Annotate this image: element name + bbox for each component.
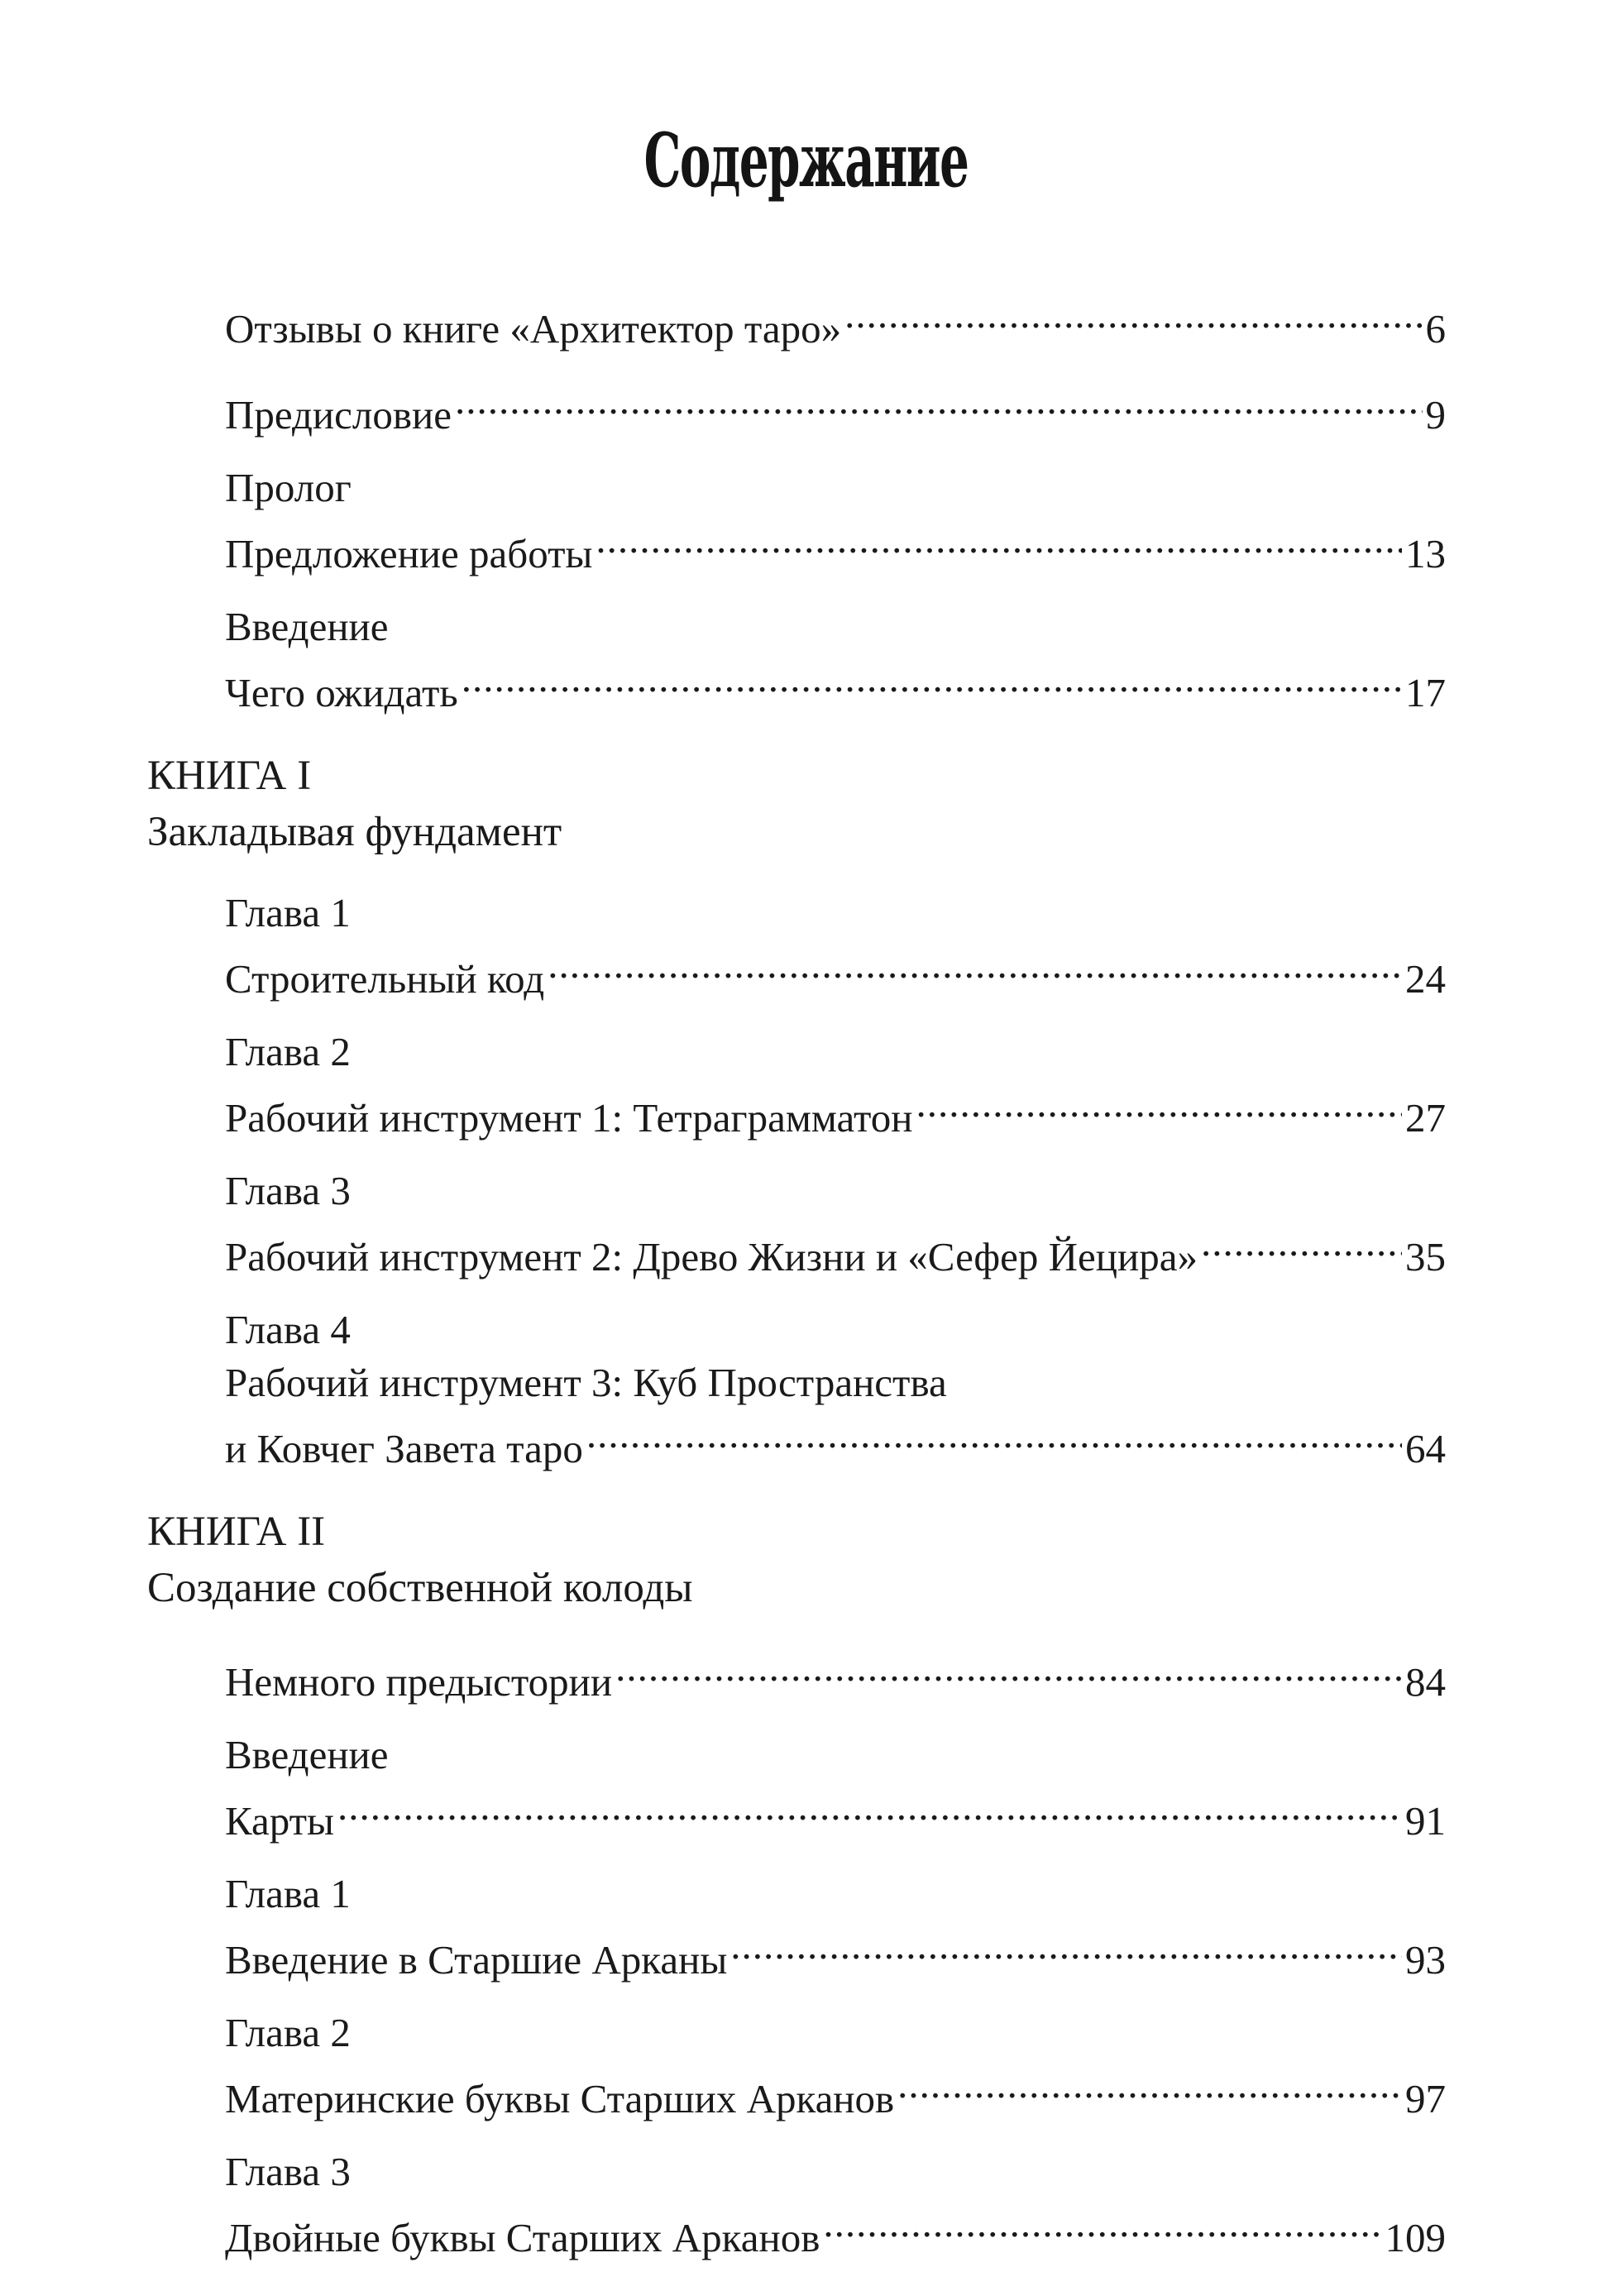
toc-entry-backstory[interactable]: [225, 1643, 1446, 1709]
toc-row: [225, 653, 1446, 720]
book-title: Закладывая фундамент: [147, 809, 562, 855]
dot-leader: [548, 940, 1402, 993]
toc-page-number: 13: [1405, 531, 1446, 576]
toc-page-number: 97: [1405, 2076, 1446, 2121]
dot-leader: [823, 2198, 1381, 2251]
book-heading-1: [147, 748, 1612, 860]
toc-entry-title: Материнские буквы Старших Арканов: [225, 2076, 895, 2121]
dot-leader: [916, 1079, 1403, 1131]
toc-entry-chapter[interactable]: [225, 887, 1446, 1006]
toc-row: [225, 1217, 1446, 1284]
book-heading-2: [147, 1504, 1612, 1616]
toc-page-number: 24: [1405, 956, 1446, 1002]
toc-row: [225, 1643, 1446, 1709]
toc-entry-title: Чего ожидать: [225, 670, 458, 715]
toc-page-number: 9: [1425, 392, 1446, 438]
toc-page-number: 17: [1405, 670, 1446, 715]
toc-row: [225, 1782, 1446, 1848]
page-title: Содержание: [643, 117, 969, 204]
toc-entry-heading: Пролог: [225, 465, 352, 510]
dot-leader: [730, 1921, 1402, 1973]
book-title: Создание собственной колоды: [147, 1565, 693, 1611]
toc-entry-title: Строительный код: [225, 956, 545, 1002]
toc-row: [225, 2059, 1446, 2126]
toc-entry-heading: Введение: [225, 604, 389, 649]
toc-entry-title: Карты: [225, 1798, 334, 1844]
toc-entry-heading: Введение: [225, 1732, 389, 1777]
toc-entry-prologue[interactable]: [225, 462, 1446, 581]
toc-entry-heading: Глава 2: [225, 1029, 351, 1074]
toc-entry-chapter[interactable]: [225, 2007, 1446, 2126]
toc-entry-title: Рабочий инструмент 1: Тетраграмматон: [225, 1095, 913, 1141]
toc-entry-heading: Глава 2: [225, 2010, 351, 2055]
toc-entry-heading: Глава 3: [225, 2149, 351, 2194]
toc-entry-heading: Глава 1: [225, 890, 351, 935]
book-label: КНИГА I: [147, 753, 312, 799]
toc-entry-chapter[interactable]: [225, 1026, 1446, 1145]
toc-page-number: 93: [1405, 1937, 1446, 1983]
dot-leader: [455, 375, 1423, 428]
toc-entry-chapter[interactable]: [225, 2145, 1446, 2265]
toc-row: [225, 1409, 1446, 1476]
book-label: КНИГА II: [147, 1509, 326, 1555]
toc-entry-chapter[interactable]: [225, 1165, 1446, 1284]
toc-entry-heading: Глава 1: [225, 1871, 351, 1916]
toc-page-number: 27: [1405, 1095, 1446, 1141]
dot-leader: [1201, 1217, 1402, 1270]
dot-leader: [897, 2059, 1402, 2112]
toc-entry-heading: Глава 4: [225, 1307, 351, 1352]
toc-row: [225, 2198, 1446, 2265]
toc-row: [225, 514, 1446, 581]
toc-page-number: 6: [1425, 306, 1446, 352]
toc-entry-title: Предложение работы: [225, 531, 593, 576]
toc-entry-title: Рабочий инструмент 2: Древо Жизни и «Сефер Йецира»: [225, 1234, 1198, 1280]
dot-leader: [844, 289, 1422, 342]
toc-entry-title: Введение в Старшие Арканы: [225, 1937, 728, 1983]
toc-row: [225, 289, 1446, 356]
toc-row: [225, 1921, 1446, 1987]
toc-page-number: 64: [1405, 1426, 1446, 1471]
toc-entry-foreword[interactable]: [225, 375, 1446, 442]
toc-entry-title: и Ковчег Завета таро: [225, 1426, 583, 1471]
toc-entry-heading: Глава 3: [225, 1168, 351, 1213]
dot-leader: [596, 514, 1402, 567]
dot-leader: [462, 653, 1402, 706]
toc-entry-introduction[interactable]: [225, 600, 1446, 720]
toc-row: [225, 940, 1446, 1006]
toc-entry-title: Двойные буквы Старших Арканов: [225, 2215, 820, 2260]
toc-page-number: 84: [1405, 1659, 1446, 1705]
toc-entry-chapter[interactable]: [225, 1303, 1446, 1476]
toc-entry-title: Немного предыстории: [225, 1659, 613, 1705]
toc-entry-title: Отзывы о книге «Архитектор таро»: [225, 306, 842, 352]
toc-entry-chapter[interactable]: [225, 1868, 1446, 1987]
toc-row: [225, 375, 1446, 442]
toc-row: [225, 1079, 1446, 1145]
dot-leader: [586, 1409, 1402, 1462]
toc-entry-title-line: Рабочий инструмент 3: Куб Пространства: [225, 1360, 947, 1405]
toc-entry-introduction[interactable]: [225, 1729, 1446, 1848]
toc-page-number: 109: [1385, 2215, 1446, 2260]
toc-entry-reviews[interactable]: [225, 289, 1446, 356]
dot-leader: [615, 1643, 1402, 1696]
toc-entry-title: Предисловие: [225, 392, 452, 438]
table-of-contents: [0, 289, 1612, 2284]
toc-page-number: 35: [1405, 1234, 1446, 1280]
dot-leader: [337, 1782, 1402, 1834]
toc-page-number: 91: [1405, 1798, 1446, 1844]
